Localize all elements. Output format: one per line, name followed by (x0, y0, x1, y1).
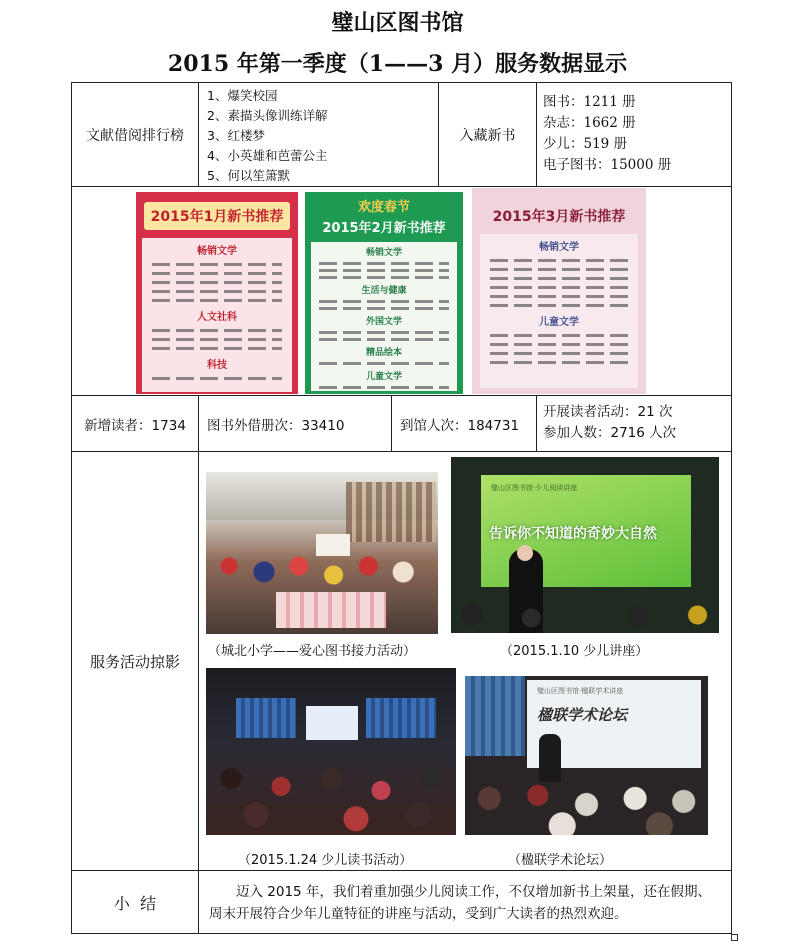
photo-caption: （楹联学术论坛） (508, 853, 613, 868)
ranking-item: 3、红楼梦 (207, 128, 265, 143)
photo-couplet-forum (465, 676, 708, 835)
photo-kids-lecture (451, 457, 719, 633)
summary-label: 小 结 (113, 893, 157, 913)
screen-header: 璧山区图书馆·少儿阅读讲座 (491, 484, 578, 492)
visits-cell (391, 395, 537, 452)
poster-section: 儿童文学 (539, 317, 579, 328)
activities-cell (536, 395, 732, 452)
new-books-line: 电子图书：15000 册 (543, 157, 672, 173)
screen-title: 告诉你不知道的奇妙大自然 (489, 526, 657, 542)
photo-caption: （城北小学——爱心图书接力活动） (208, 644, 417, 659)
ranking-label: 文献借阅排行榜 (86, 127, 184, 144)
screen-header: 璧山区图书馆·楹联学术讲座 (537, 687, 624, 695)
poster-section: 畅销文学 (539, 242, 579, 253)
summary-text: 迈入 2015 年，我们着重加强少儿阅读工作，不仅增加新书上架量，还在假期、周末开展符合少年儿童特征的讲座与活动，受到广大读者的热烈欢迎。 (209, 884, 711, 922)
poster-section: 科技 (207, 360, 227, 371)
loans-cell (198, 395, 392, 452)
photo-reading-event (206, 668, 456, 835)
poster-section: 人文社科 (197, 312, 237, 323)
table-end-marker (731, 934, 738, 941)
poster-march-title: 2015年3月新书推荐 (492, 209, 626, 225)
page-subtitle: 2015 年第一季度（1——3 月）服务数据显示 (167, 51, 628, 77)
poster-section: 儿童文学 (365, 372, 402, 382)
screen-title: 楹联学术论坛 (537, 706, 628, 724)
ranking-item: 1、爆笑校园 (207, 88, 278, 103)
new-books-line: 图书：1211 册 (543, 94, 636, 110)
new-books-label: 入藏新书 (459, 127, 516, 144)
poster-section: 畅销文学 (197, 246, 237, 257)
participants-count: 参加人数：2716 人次 (543, 425, 677, 441)
poster-february-title: 2015年2月新书推荐 (322, 221, 446, 236)
poster-march (472, 188, 646, 394)
poster-january (136, 192, 298, 394)
poster-section: 精品绘本 (365, 348, 402, 358)
poster-section: 生活与健康 (361, 286, 407, 296)
new-readers-cell (71, 395, 199, 452)
summary-label-cell (71, 870, 199, 934)
poster-section: 畅销文学 (365, 248, 402, 258)
ranking-item: 2、素描头像训练详解 (207, 108, 328, 123)
new-books-line: 少儿：519 册 (543, 136, 628, 152)
photo-caption: （2015.1.24 少儿读书活动） (238, 853, 413, 868)
photo-caption: （2015.1.10 少儿讲座） (500, 644, 649, 659)
new-readers: 新增读者：1734 (84, 417, 186, 434)
new-books-list (536, 82, 732, 187)
poster-february (305, 192, 463, 394)
ranking-label-cell (71, 82, 199, 187)
poster-january-title: 2015年1月新书推荐 (144, 202, 290, 230)
activities-label-cell (71, 451, 199, 871)
ranking-list (198, 82, 439, 187)
page-title: 璧山区图书馆 (331, 10, 464, 36)
photo-book-relay (206, 472, 438, 634)
activities-count: 开展读者活动：21 次 (543, 404, 673, 420)
summary-text-cell (198, 870, 732, 934)
new-books-line: 杂志：1662 册 (543, 115, 636, 131)
ranking-item: 5、何以笙箫默 (207, 168, 290, 183)
loans: 图书外借册次：33410 (207, 417, 345, 434)
poster-february-banner: 欢度春节 (357, 200, 410, 215)
poster-section: 外国文学 (365, 317, 402, 327)
activities-label: 服务活动掠影 (89, 652, 180, 671)
new-books-label-cell (438, 82, 537, 187)
ranking-item: 4、小英雄和芭蕾公主 (207, 148, 328, 163)
visits: 到馆人次：184731 (400, 417, 520, 434)
